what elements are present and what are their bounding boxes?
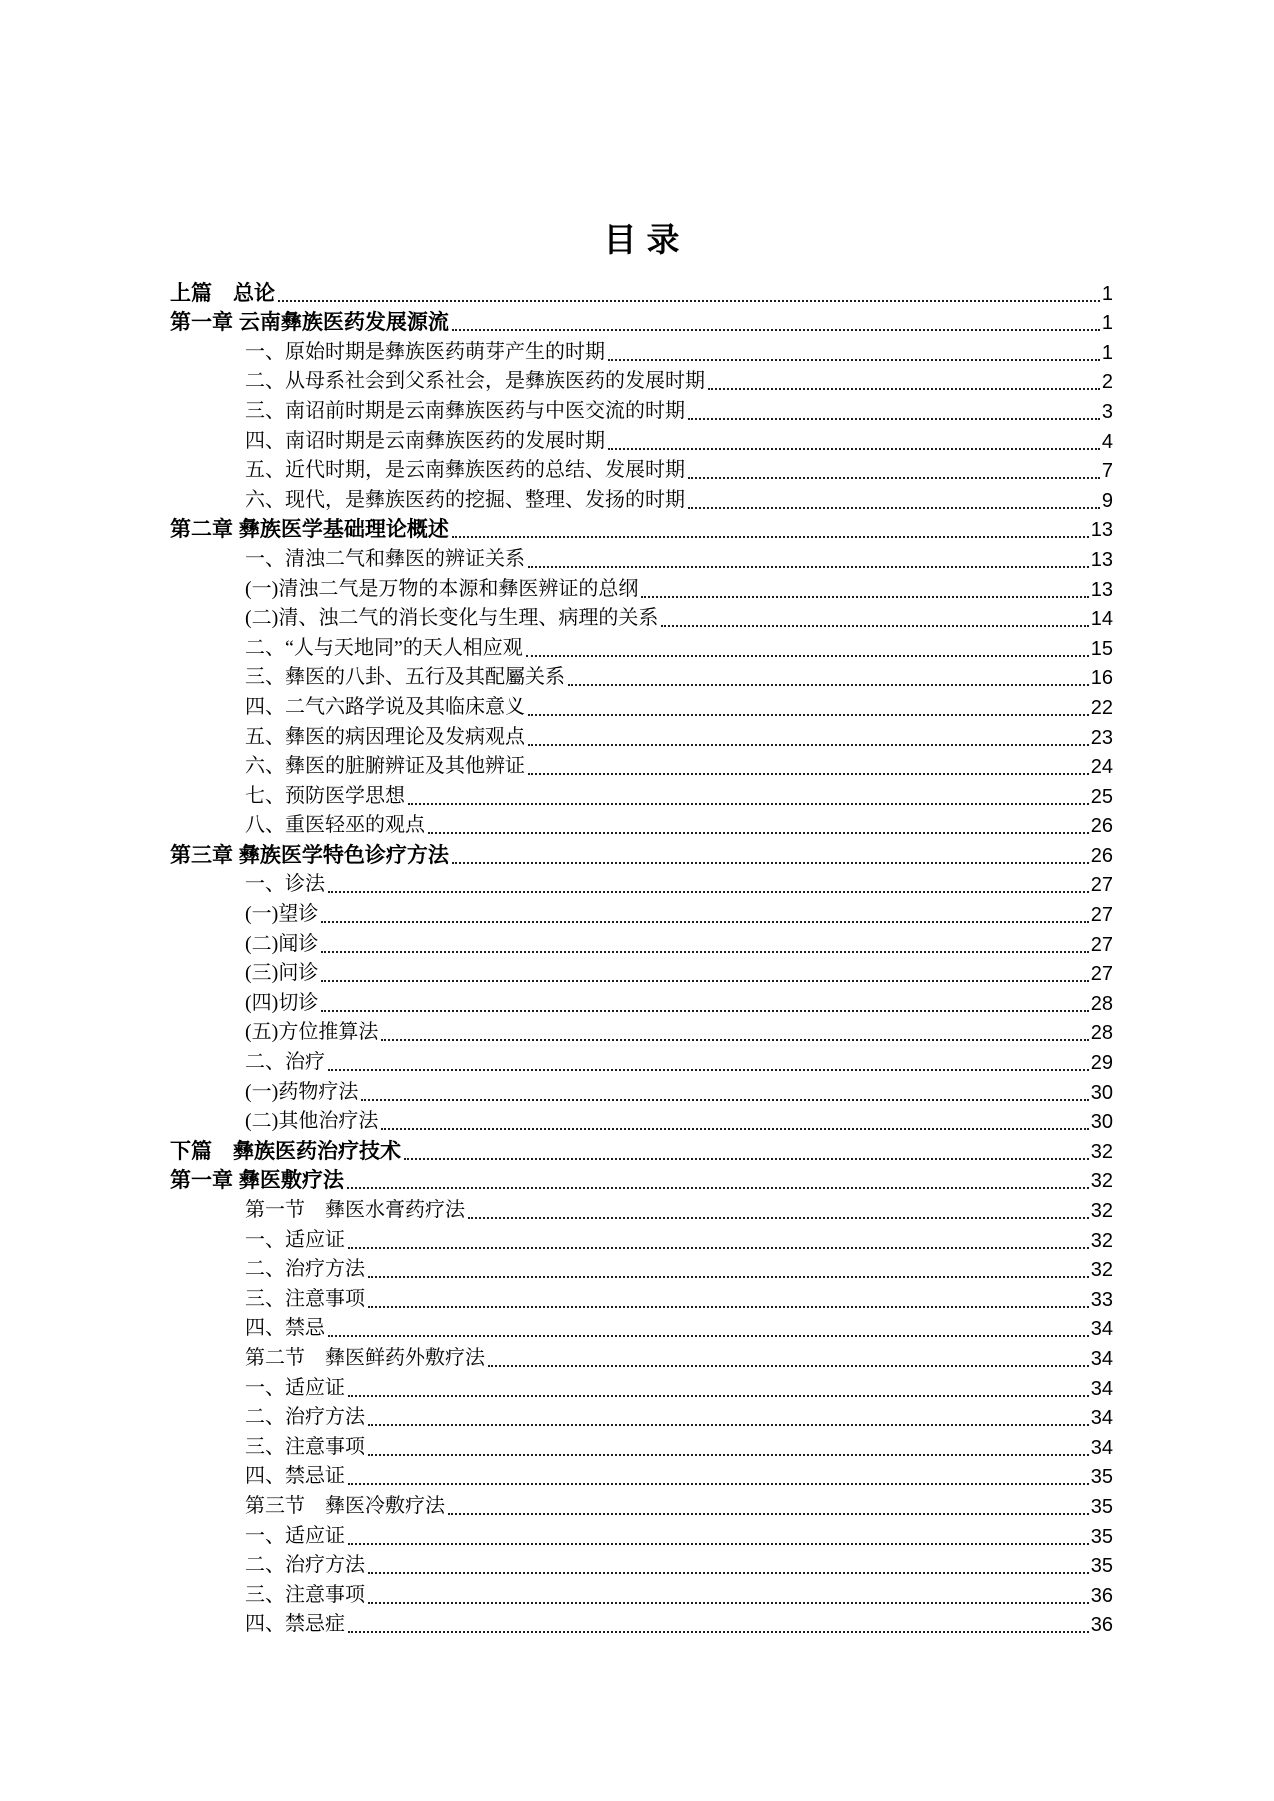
toc-entry-text: (二)闻诊 bbox=[245, 932, 319, 955]
toc-entry-text: 第三节 彝医冷敷疗法 bbox=[245, 1494, 445, 1517]
toc-entry bbox=[170, 513, 1113, 543]
toc-entry-text: (一)药物疗法 bbox=[245, 1080, 359, 1103]
dot-leader bbox=[528, 566, 1089, 568]
toc-entry-text: 五、近代时期，是云南彝族医药的总结、发展时期 bbox=[245, 459, 685, 482]
toc-entry-text: 三、注意事项 bbox=[245, 1435, 365, 1458]
dot-leader bbox=[452, 536, 1089, 538]
dot-leader bbox=[348, 1631, 1089, 1633]
dot-leader bbox=[368, 1454, 1089, 1456]
toc-page-number: 36 bbox=[1090, 1584, 1113, 1607]
toc-entry-text: 第二节 彝医鲜药外敷疗法 bbox=[245, 1346, 485, 1369]
toc-page-number: 33 bbox=[1090, 1288, 1113, 1311]
toc-page-number: 35 bbox=[1090, 1466, 1113, 1489]
toc-entry-text: 二、治疗方法 bbox=[245, 1406, 365, 1429]
toc-entry-text: 第一节 彝医水膏药疗法 bbox=[245, 1199, 465, 1221]
dot-leader bbox=[328, 891, 1089, 893]
toc-entry bbox=[170, 542, 1113, 572]
toc-entry bbox=[170, 335, 1113, 365]
toc-page-number: 30 bbox=[1090, 1081, 1113, 1104]
toc-entry-text: (一)望诊 bbox=[245, 903, 319, 926]
toc-page-number: 35 bbox=[1090, 1495, 1113, 1518]
toc-page-number: 14 bbox=[1090, 608, 1113, 631]
toc-entry bbox=[170, 276, 1113, 306]
dot-leader bbox=[568, 684, 1089, 686]
toc-page-number: 13 bbox=[1090, 519, 1113, 542]
dot-leader bbox=[328, 1335, 1089, 1337]
toc-page-number: 22 bbox=[1090, 696, 1113, 719]
toc-entry bbox=[170, 1253, 1113, 1283]
toc-entry-text: 二、从母系社会到父系社会，是彝族医药的发展时期 bbox=[245, 370, 705, 393]
toc-entry bbox=[170, 868, 1113, 898]
toc-entry bbox=[170, 1519, 1113, 1549]
toc-entry-text: 四、禁忌证 bbox=[245, 1465, 345, 1488]
toc-entry bbox=[170, 690, 1113, 720]
table-of-contents bbox=[170, 276, 1113, 1637]
toc-page-number: 28 bbox=[1090, 1022, 1113, 1045]
toc-entry bbox=[170, 1193, 1113, 1223]
dot-leader bbox=[348, 1395, 1089, 1397]
toc-page-number: 13 bbox=[1090, 548, 1113, 571]
toc-page-number: 27 bbox=[1090, 874, 1113, 897]
toc-entry-text: 一、原始时期是彝族医药萌芽产生的时期 bbox=[245, 340, 605, 363]
toc-entry bbox=[170, 1341, 1113, 1371]
dot-leader bbox=[381, 1039, 1088, 1041]
toc-page-number: 36 bbox=[1090, 1614, 1113, 1637]
dot-leader bbox=[608, 448, 1100, 450]
toc-entry-text: 四、禁忌症 bbox=[245, 1613, 345, 1636]
toc-entry-text: 二、治疗方法 bbox=[245, 1554, 365, 1577]
dot-leader bbox=[278, 300, 1100, 302]
toc-entry bbox=[170, 1164, 1113, 1194]
dot-leader bbox=[661, 625, 1088, 627]
toc-page-number: 32 bbox=[1090, 1170, 1113, 1193]
document-title: 目录 bbox=[603, 223, 690, 259]
dot-leader bbox=[408, 803, 1089, 805]
toc-entry-text: 下篇 彝族医药治疗技术 bbox=[170, 1139, 401, 1163]
dot-leader bbox=[688, 477, 1100, 479]
toc-entry-text: 三、南诏前时期是云南彝族医药与中医交流的时期 bbox=[245, 399, 685, 422]
toc-entry bbox=[170, 602, 1113, 632]
toc-entry-text: 一、适应证 bbox=[245, 1228, 345, 1251]
toc-entry-text: 第二章 彝族医学基础理论概述 bbox=[170, 518, 449, 542]
dot-leader bbox=[328, 1069, 1089, 1071]
toc-entry bbox=[170, 1045, 1113, 1075]
toc-page-number: 7 bbox=[1101, 460, 1113, 483]
toc-entry-text: 八、重医轻巫的观点 bbox=[245, 814, 425, 837]
toc-entry bbox=[170, 897, 1113, 927]
toc-page-number: 27 bbox=[1090, 933, 1113, 956]
toc-entry bbox=[170, 661, 1113, 691]
dot-leader bbox=[708, 388, 1100, 390]
toc-entry bbox=[170, 809, 1113, 839]
toc-entry-text: 四、二气六路学说及其临床意义 bbox=[245, 695, 525, 718]
dot-leader bbox=[528, 714, 1089, 716]
toc-entry bbox=[170, 454, 1113, 484]
toc-page-number: 35 bbox=[1090, 1555, 1113, 1578]
toc-entry bbox=[170, 1430, 1113, 1460]
toc-entry bbox=[170, 1312, 1113, 1342]
dot-leader bbox=[368, 1306, 1089, 1308]
toc-entry-text: (二)清、浊二气的消长变化与生理、病理的关系 bbox=[245, 607, 659, 630]
dot-leader bbox=[688, 418, 1100, 420]
toc-entry-text: 四、禁忌 bbox=[245, 1317, 325, 1340]
dot-leader bbox=[348, 1247, 1089, 1249]
toc-entry bbox=[170, 1401, 1113, 1431]
toc-entry bbox=[170, 1134, 1113, 1164]
dot-leader bbox=[361, 1099, 1088, 1101]
toc-entry bbox=[170, 838, 1113, 868]
toc-entry bbox=[170, 1608, 1113, 1638]
dot-leader bbox=[448, 1513, 1089, 1515]
toc-entry-text: 三、注意事项 bbox=[245, 1287, 365, 1310]
toc-page-number: 1 bbox=[1101, 282, 1113, 305]
toc-page-number: 34 bbox=[1090, 1318, 1113, 1341]
toc-entry-text: 上篇 总论 bbox=[170, 281, 275, 305]
toc-page-number: 15 bbox=[1090, 637, 1113, 660]
toc-entry-text: 第一章 云南彝族医药发展源流 bbox=[170, 311, 449, 335]
toc-entry-text: (五)方位推算法 bbox=[245, 1021, 379, 1044]
toc-page-number: 30 bbox=[1090, 1111, 1113, 1134]
toc-page-number: 1 bbox=[1101, 312, 1113, 335]
toc-entry-text: (二)其他治疗法 bbox=[245, 1110, 379, 1133]
toc-entry bbox=[170, 720, 1113, 750]
toc-page-number: 32 bbox=[1090, 1140, 1113, 1163]
toc-entry-text: (三)问诊 bbox=[245, 962, 319, 985]
dot-leader bbox=[452, 329, 1100, 331]
toc-page-number: 27 bbox=[1090, 963, 1113, 986]
toc-entry bbox=[170, 1016, 1113, 1046]
toc-entry bbox=[170, 1105, 1113, 1135]
toc-page-number: 13 bbox=[1090, 578, 1113, 601]
toc-page-number: 24 bbox=[1090, 756, 1113, 779]
toc-entry-text: 四、南诏时期是云南彝族医药的发展时期 bbox=[245, 429, 605, 452]
toc-entry-text: 一、清浊二气和彝医的辨证关系 bbox=[245, 547, 525, 570]
toc-entry-text: (四)切诊 bbox=[245, 991, 319, 1014]
toc-page-number: 16 bbox=[1090, 667, 1113, 690]
toc-entry-text: 一、适应证 bbox=[245, 1376, 345, 1399]
toc-entry bbox=[170, 1489, 1113, 1519]
dot-leader bbox=[488, 1365, 1089, 1367]
toc-entry bbox=[170, 483, 1113, 513]
toc-entry bbox=[170, 1223, 1113, 1253]
dot-leader bbox=[468, 1217, 1089, 1219]
dot-leader bbox=[452, 862, 1089, 864]
toc-page-number: 32 bbox=[1090, 1259, 1113, 1282]
toc-entry-text: (一)清浊二气是万物的本源和彝医辨证的总纲 bbox=[245, 577, 639, 600]
toc-page-number: 28 bbox=[1090, 992, 1113, 1015]
toc-entry bbox=[170, 927, 1113, 957]
toc-entry bbox=[170, 1549, 1113, 1579]
toc-entry-text: 五、彝医的病因理论及发病观点 bbox=[245, 725, 525, 748]
dot-leader bbox=[608, 359, 1100, 361]
toc-entry-text: 二、治疗方法 bbox=[245, 1258, 365, 1281]
toc-entry bbox=[170, 572, 1113, 602]
dot-leader bbox=[381, 1128, 1088, 1130]
toc-page-number: 27 bbox=[1090, 904, 1113, 927]
toc-entry-text: 七、预防医学思想 bbox=[245, 784, 405, 807]
toc-page-number: 4 bbox=[1101, 430, 1113, 453]
dot-leader bbox=[321, 1010, 1088, 1012]
toc-entry-text: 二、“人与天地同”的天人相应观 bbox=[245, 636, 523, 659]
toc-entry-text: 三、注意事项 bbox=[245, 1583, 365, 1606]
toc-entry-text: 六、现代，是彝族医药的挖掘、整理、发扬的时期 bbox=[245, 488, 685, 511]
toc-page-number: 29 bbox=[1090, 1052, 1113, 1075]
toc-page-number: 35 bbox=[1090, 1525, 1113, 1548]
dot-leader bbox=[641, 596, 1088, 598]
toc-entry bbox=[170, 750, 1113, 780]
toc-entry bbox=[170, 779, 1113, 809]
dot-leader bbox=[321, 951, 1088, 953]
toc-page-number: 34 bbox=[1090, 1377, 1113, 1400]
dot-leader bbox=[368, 1602, 1089, 1604]
toc-page-number: 26 bbox=[1090, 815, 1113, 838]
toc-page-number: 9 bbox=[1101, 489, 1113, 512]
dot-leader bbox=[347, 1187, 1089, 1189]
toc-entry bbox=[170, 1578, 1113, 1608]
toc-entry bbox=[170, 1075, 1113, 1105]
toc-entry-text: 二、治疗 bbox=[245, 1051, 325, 1074]
dot-leader bbox=[528, 773, 1089, 775]
toc-entry bbox=[170, 394, 1113, 424]
toc-entry-text: 六、彝医的脏腑辨证及其他辨证 bbox=[245, 755, 525, 778]
toc-page-number: 25 bbox=[1090, 785, 1113, 808]
toc-page-number: 32 bbox=[1090, 1229, 1113, 1252]
toc-entry-text: 三、彝医的八卦、五行及其配屬关系 bbox=[245, 666, 565, 689]
dot-leader bbox=[526, 655, 1089, 657]
toc-entry bbox=[170, 1282, 1113, 1312]
toc-entry bbox=[170, 986, 1113, 1016]
dot-leader bbox=[368, 1276, 1089, 1278]
toc-entry bbox=[170, 957, 1113, 987]
dot-leader bbox=[688, 507, 1100, 509]
toc-entry bbox=[170, 1460, 1113, 1490]
toc-page-number: 1 bbox=[1101, 341, 1113, 364]
dot-leader bbox=[368, 1572, 1089, 1574]
toc-entry bbox=[170, 1371, 1113, 1401]
toc-entry-text: 一、适应证 bbox=[245, 1524, 345, 1547]
dot-leader bbox=[428, 832, 1089, 834]
dot-leader bbox=[321, 921, 1088, 923]
toc-entry bbox=[170, 306, 1113, 336]
toc-entry-text: 第三章 彝族医学特色诊疗方法 bbox=[170, 843, 449, 867]
toc-entry bbox=[170, 631, 1113, 661]
dot-leader bbox=[348, 1483, 1089, 1485]
toc-page-number: 3 bbox=[1101, 400, 1113, 423]
toc-page-number: 23 bbox=[1090, 726, 1113, 749]
toc-entry-text: 第一章 彝医敷疗法 bbox=[170, 1169, 344, 1193]
toc-entry bbox=[170, 365, 1113, 395]
dot-leader bbox=[528, 744, 1089, 746]
toc-entry bbox=[170, 424, 1113, 454]
toc-page-number: 34 bbox=[1090, 1436, 1113, 1459]
toc-page-number: 34 bbox=[1090, 1407, 1113, 1430]
toc-page-number: 2 bbox=[1101, 371, 1113, 394]
toc-page-number: 26 bbox=[1090, 844, 1113, 867]
dot-leader bbox=[348, 1543, 1089, 1545]
dot-leader bbox=[321, 980, 1088, 982]
dot-leader bbox=[404, 1158, 1089, 1160]
toc-page-number: 34 bbox=[1090, 1347, 1113, 1370]
toc-entry-text: 一、诊法 bbox=[245, 873, 325, 896]
dot-leader bbox=[368, 1424, 1089, 1426]
toc-page-number: 32 bbox=[1090, 1200, 1113, 1222]
